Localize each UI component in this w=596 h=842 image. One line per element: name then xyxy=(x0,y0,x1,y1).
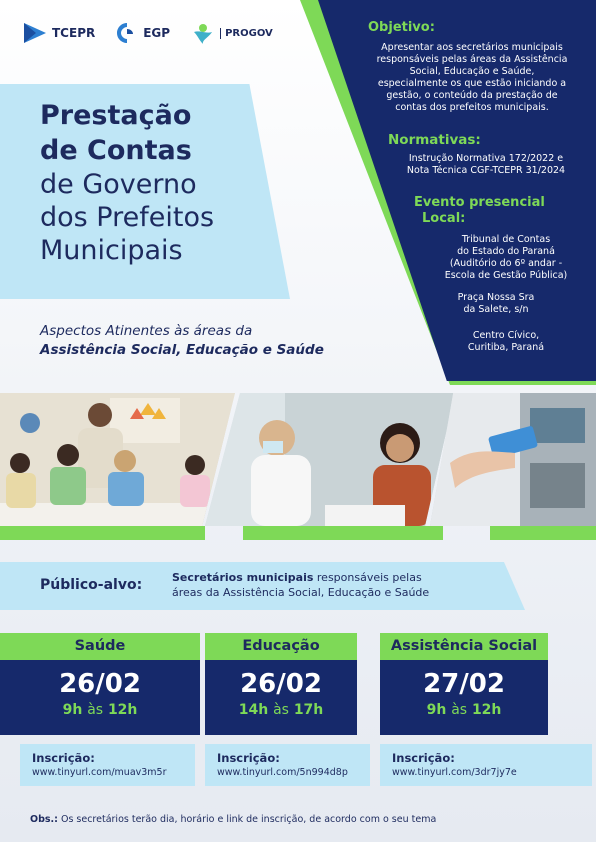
title-line: dos Prefeitos xyxy=(40,202,215,233)
normativas-line: Nota Técnica CGF-TCEPR 31/2024 xyxy=(406,165,566,176)
objetivo-line: responsáveis pelas áreas da Assistência xyxy=(376,54,568,65)
time-start: 14h xyxy=(238,702,269,718)
photo-card-payment xyxy=(430,393,596,526)
registration-label: Inscrição: xyxy=(32,751,95,765)
tcepr-logo-text: TCEPR xyxy=(52,26,96,40)
registration-box xyxy=(20,744,195,786)
session-time xyxy=(205,700,357,720)
footnote xyxy=(30,814,436,825)
objetivo-line: contas dos prefeitos municipais. xyxy=(395,102,549,113)
registration-label: Inscrição: xyxy=(217,751,280,765)
registration-label: Inscrição: xyxy=(392,751,455,765)
registration-link[interactable]: www.tinyurl.com/5n994d8p xyxy=(217,767,348,778)
info-panel-content xyxy=(336,0,596,381)
time-start: 9h xyxy=(62,702,83,718)
session-area: Assistência Social xyxy=(380,633,548,660)
objetivo-line: gestão, o conteúdo da prestação de xyxy=(386,90,558,101)
address-line: Escola de Gestão Pública) xyxy=(444,270,568,281)
photo-underline xyxy=(0,526,205,540)
session-body xyxy=(205,660,357,735)
progov-logo-text: PROGOV xyxy=(220,28,273,39)
evento-heading: Evento presencial xyxy=(414,195,545,210)
egp-logo xyxy=(115,21,170,45)
time-sep: às xyxy=(451,702,468,718)
publico-alvo-text xyxy=(172,570,472,600)
title-line: de Contas xyxy=(40,135,192,166)
photo-classroom xyxy=(0,393,235,526)
session-card-educacao xyxy=(205,633,357,735)
address-line: Centro Cívico, xyxy=(472,330,540,341)
photo-underline xyxy=(243,526,443,540)
footnote-text: Os secretários terão dia, horário e link de inscrição, de acordo com o seu tema xyxy=(57,814,437,825)
health-illustration xyxy=(205,393,455,526)
session-date: 27/02 xyxy=(423,669,505,699)
address-line: Tribunal de Contas xyxy=(461,234,551,245)
address-line: Praça Nossa Sra xyxy=(457,292,535,303)
address-line: do Estado do Paraná xyxy=(457,246,555,257)
local-address xyxy=(426,234,586,282)
session-area: Saúde xyxy=(0,633,200,660)
registration-link[interactable]: www.tinyurl.com/3dr7jy7e xyxy=(392,767,517,778)
session-time xyxy=(380,700,548,720)
time-sep: às xyxy=(273,702,289,718)
objetivo-heading: Objetivo: xyxy=(368,20,435,35)
photo-underline xyxy=(490,526,596,540)
session-card-assistencia xyxy=(380,633,548,735)
objetivo-text xyxy=(356,42,588,114)
session-date: 26/02 xyxy=(240,669,322,699)
time-end: 12h xyxy=(471,702,502,718)
session-body xyxy=(0,660,200,735)
footnote-label: Obs.: xyxy=(30,814,58,825)
objetivo-line: especialmente os que estão iniciando a xyxy=(377,78,567,89)
progov-logo-icon xyxy=(190,20,216,46)
egp-logo-icon xyxy=(115,21,139,45)
photo-health xyxy=(205,393,455,526)
normativas-heading: Normativas: xyxy=(388,132,481,148)
address-line: da Salete, s/n xyxy=(463,304,529,315)
progov-logo xyxy=(190,20,273,46)
title-line: de Governo xyxy=(40,169,197,200)
subtitle-line: Assistência Social, Educação e Saúde xyxy=(40,342,324,358)
time-end: 12h xyxy=(107,702,138,718)
normativas-text xyxy=(386,153,586,177)
address-line: (Auditório do 6º andar - xyxy=(449,258,563,269)
session-card-saude xyxy=(0,633,200,735)
normativas-line: Instrução Normativa 172/2022 e xyxy=(408,153,564,164)
session-date: 26/02 xyxy=(59,669,141,699)
session-body xyxy=(380,660,548,735)
publico-alvo-line2: áreas da Assistência Social, Educação e Saúde xyxy=(172,586,430,599)
publico-alvo-bold: Secretários municipais xyxy=(172,571,314,584)
registration-box xyxy=(380,744,592,786)
time-start: 9h xyxy=(426,702,447,718)
session-area: Educação xyxy=(205,633,357,660)
registration-link[interactable]: www.tinyurl.com/muav3m5r xyxy=(32,767,167,778)
subtitle-line: Aspectos Atinentes às áreas da xyxy=(40,323,253,339)
logo-bar xyxy=(22,20,273,46)
address-line: Curitiba, Paraná xyxy=(467,342,545,353)
objetivo-line: Apresentar aos secretários municipais xyxy=(381,42,563,53)
objetivo-line: Social, Educação e Saúde, xyxy=(409,66,535,77)
time-end: 17h xyxy=(293,702,324,718)
publico-alvo-label: Público-alvo: xyxy=(40,577,143,593)
tcepr-logo xyxy=(22,21,95,45)
egp-logo-text: EGP xyxy=(143,26,171,40)
page-title xyxy=(40,98,214,267)
title-line: Prestação xyxy=(40,100,192,131)
subtitle xyxy=(40,322,324,360)
local-heading: Local: xyxy=(422,211,466,226)
session-time xyxy=(0,700,200,720)
tcepr-logo-icon xyxy=(22,21,48,45)
registration-box xyxy=(205,744,370,786)
payment-illustration xyxy=(430,393,596,526)
city-address xyxy=(446,330,566,354)
publico-alvo-rest: responsáveis pelas xyxy=(313,571,422,584)
time-sep: às xyxy=(87,702,104,718)
classroom-illustration xyxy=(0,393,235,526)
title-line: Municipais xyxy=(40,235,183,266)
street-address xyxy=(436,292,556,316)
